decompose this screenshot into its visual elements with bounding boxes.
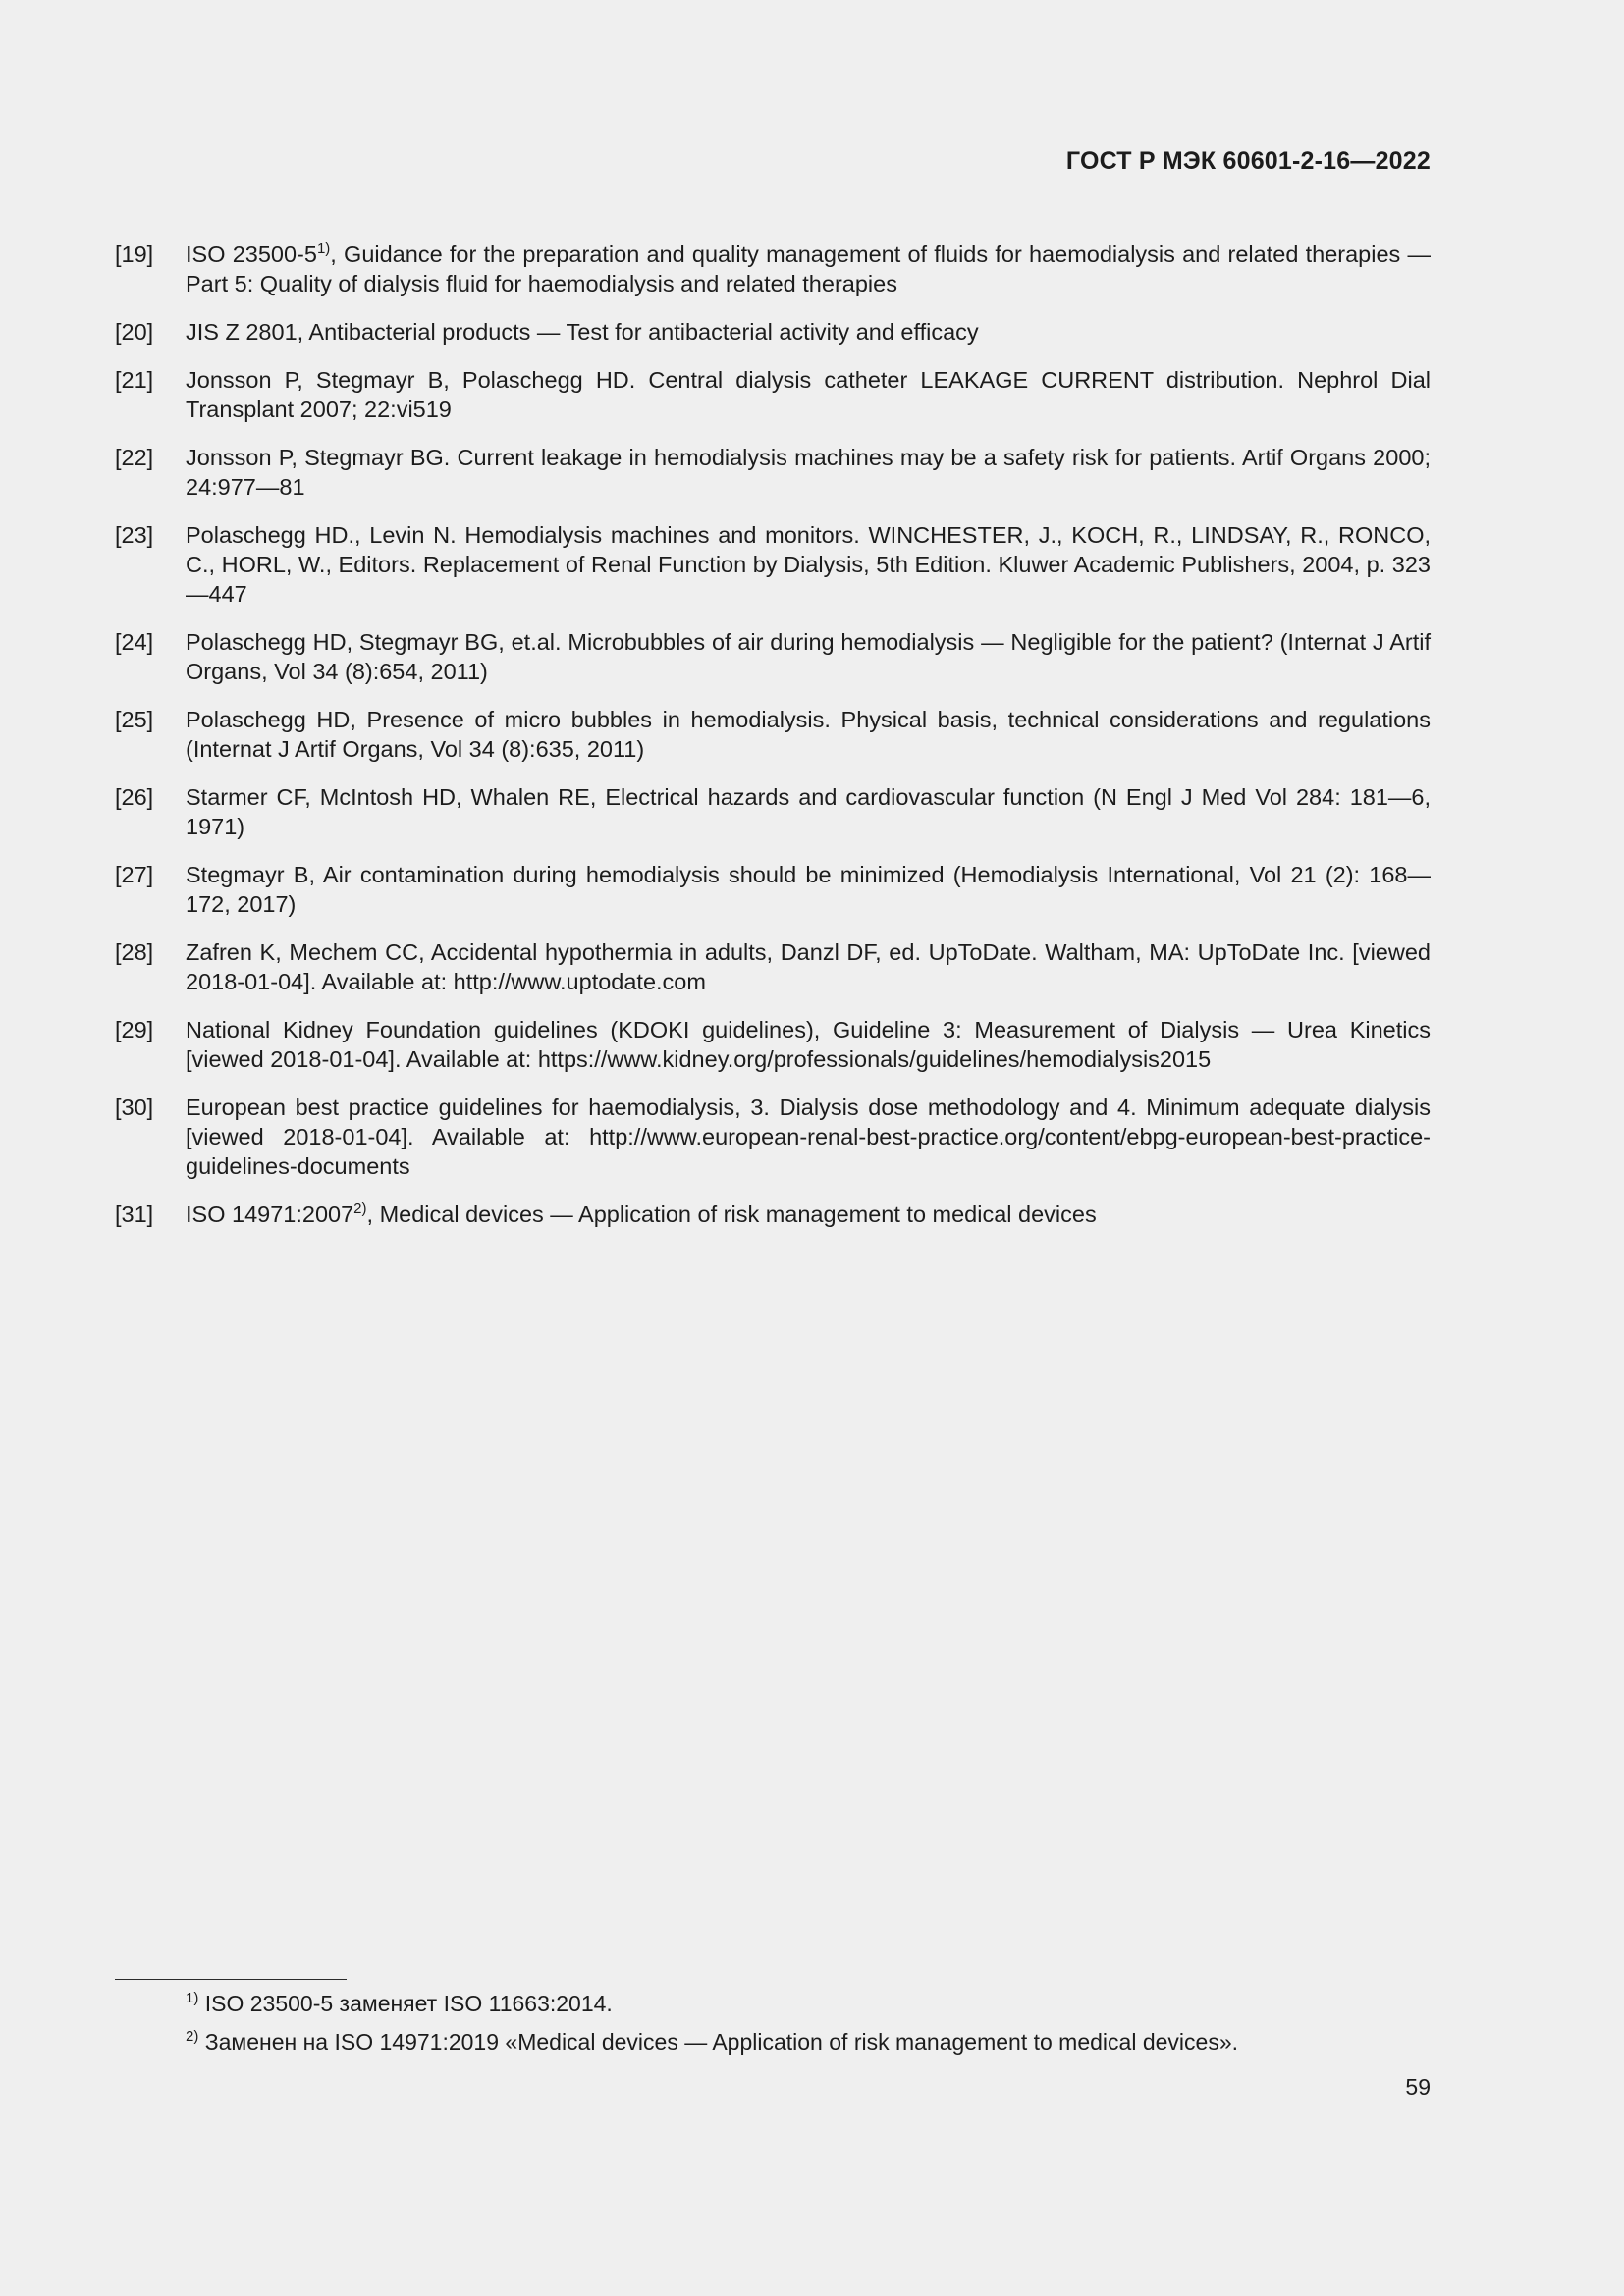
reference-item	[115, 627, 1431, 686]
reference-text: Zafren K, Mechem CC, Accidental hypothermia in adults, Danzl DF, ed. UpToDate. Waltham, MA: UpToDate Inc. [viewed 2018-01-04]. Available at: http://www.uptodate.com	[186, 939, 1431, 994]
reference-number: [30]	[115, 1095, 154, 1120]
reference-item	[115, 240, 1431, 298]
reference-item	[115, 443, 1431, 502]
footnote	[186, 1989, 1433, 2018]
reference-item	[115, 317, 1431, 347]
reference-text: ISO 14971:2007$^{2)}$, Medical devices — Application of risk management to medical devices	[186, 1201, 1097, 1227]
reference-number: [23]	[115, 522, 154, 548]
reference-number: [21]	[115, 367, 154, 393]
reference-item	[115, 937, 1431, 996]
reference-text: Polaschegg HD, Presence of micro bubbles in hemodialysis. Physical basis, technical considerations and regulations (Internat J Artif Organs, Vol 34 (8):635, 2011)	[186, 707, 1431, 762]
reference-text: JIS Z 2801, Antibacterial products — Test for antibacterial activity and efficacy	[186, 319, 979, 345]
footnote-marker: 2)	[186, 2028, 199, 2045]
footnote-text: Заменен на ISO 14971:2019 «Medical devices — Application of risk management to medical devices».	[198, 2029, 1238, 2055]
reference-number: [24]	[115, 629, 154, 655]
reference-number: [20]	[115, 319, 154, 345]
document-header: ГОСТ Р МЭК 60601-2-16—2022	[1065, 147, 1431, 175]
reference-text: Jonsson P, Stegmayr BG. Current leakage in hemodialysis machines may be a safety risk for patients. Artif Organs 2000; 24:977—81	[186, 445, 1431, 500]
reference-number: [29]	[115, 1017, 154, 1042]
reference-number: [26]	[115, 784, 154, 810]
reference-item	[115, 1200, 1431, 1229]
reference-text: ISO 23500-5$^{1)}$, Guidance for the preparation and quality management of fluids for haemodialysis and related therapies — Part 5: Quality of dialysis fluid for haemodialysis and related therapies	[186, 240, 1431, 296]
reference-text: Starmer CF, McIntosh HD, Whalen RE, Electrical hazards and cardiovascular function (N Engl J Med Vol 284: 181—6, 1971)	[186, 784, 1431, 839]
reference-text: Jonsson P, Stegmayr B, Polaschegg HD. Central dialysis catheter LEAKAGE CURRENT distribution. Nephrol Dial Transplant 2007; 22:vi519	[186, 367, 1431, 422]
reference-item	[115, 1093, 1431, 1181]
reference-number: [28]	[115, 939, 154, 965]
reference-text: European best practice guidelines for haemodialysis, 3. Dialysis dose methodology and 4. Minimum adequate dialysis [viewed 2018-01-04]. Available at: http://www.european-renal-best-practice.org/content/ebpg-european-best-practice-guidelines-documents	[186, 1095, 1431, 1179]
page-number: 59	[1405, 2074, 1431, 2100]
reference-item	[115, 705, 1431, 764]
reference-number: [22]	[115, 445, 154, 470]
footnote-marker: 2)	[353, 1201, 367, 1217]
reference-item	[115, 365, 1431, 424]
reference-item	[115, 860, 1431, 919]
reference-text: Stegmayr B, Air contamination during hemodialysis should be minimized (Hemodialysis International, Vol 21 (2): 168—172, 2017)	[186, 862, 1431, 917]
footnote	[186, 2027, 1433, 2056]
reference-number: [25]	[115, 707, 154, 732]
reference-number: [31]	[115, 1201, 154, 1227]
footnote-marker: 1)	[186, 1990, 199, 2006]
footnote-marker: 1)	[316, 240, 331, 257]
footnotes	[186, 1989, 1433, 2065]
reference-list	[115, 240, 1431, 1248]
reference-number: [19]	[115, 241, 154, 267]
footnote-text: ISO 23500-5 заменяет ISO 11663:2014.	[198, 1991, 613, 2016]
reference-text: Polaschegg HD, Stegmayr BG, et.al. Microbubbles of air during hemodialysis — Negligible for the patient? (Internat J Artif Organs, Vol 34 (8):654, 2011)	[186, 629, 1431, 684]
reference-item	[115, 520, 1431, 609]
reference-item	[115, 1015, 1431, 1074]
reference-text: National Kidney Foundation guidelines (KDOKI guidelines), Guideline 3: Measurement of Dialysis — Urea Kinetics [viewed 2018-01-04]. Available at: https://www.kidney.org/professionals/guidelines/hemodialysis2015	[186, 1017, 1431, 1072]
reference-text: Polaschegg HD., Levin N. Hemodialysis machines and monitors. WINCHESTER, J., KOCH, R., LINDSAY, R., RONCO, C., HORL, W., Editors. Replacement of Renal Function by Dialysis, 5th Edition. Kluwer Academic Publishers, 2004, p. 323—447	[186, 522, 1431, 607]
reference-number: [27]	[115, 862, 154, 887]
reference-item	[115, 782, 1431, 841]
footnote-separator	[115, 1979, 347, 1980]
